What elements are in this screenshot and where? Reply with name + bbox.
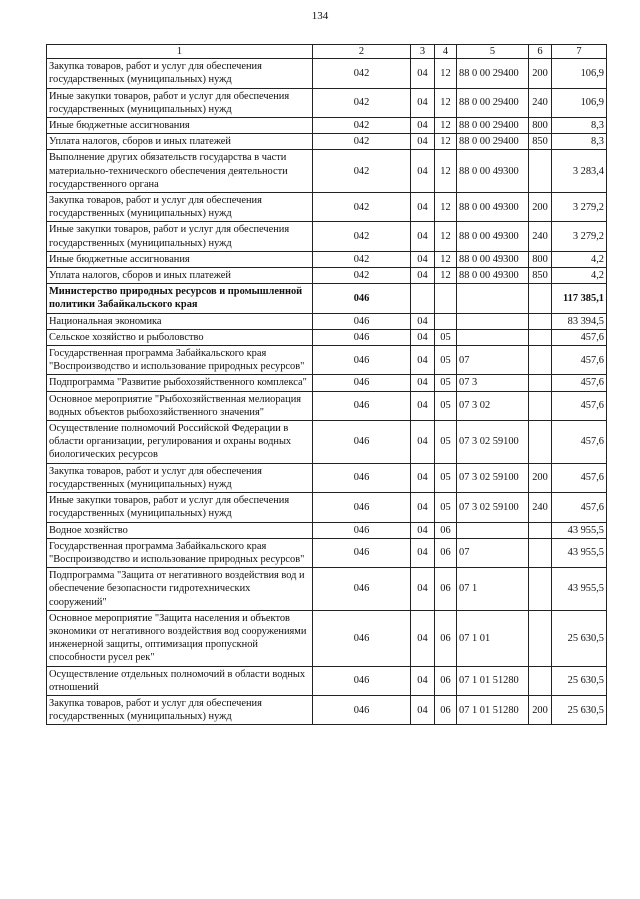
row-amount: 3 283,4 (552, 150, 607, 193)
row-name: Подпрограмма "Защита от негативного воздействия вод и обеспечение безопасности гидротехнических сооружений" (47, 568, 313, 611)
row-subsection-code: 06 (435, 568, 457, 611)
column-header-name: 1 (47, 45, 313, 59)
row-subsection-code: 12 (435, 150, 457, 193)
row-section-code: 04 (411, 59, 435, 88)
table-row (47, 284, 607, 313)
row-expense-type: 240 (529, 493, 552, 522)
row-section-code: 04 (411, 493, 435, 522)
row-amount: 4,2 (552, 268, 607, 284)
row-section-code: 04 (411, 391, 435, 420)
row-amount: 457,6 (552, 421, 607, 464)
row-section-code: 04 (411, 695, 435, 724)
row-amount: 106,9 (552, 59, 607, 88)
row-ved-code: 046 (313, 666, 411, 695)
row-subsection-code: 05 (435, 375, 457, 391)
table-row (47, 391, 607, 420)
row-subsection-code: 12 (435, 222, 457, 251)
row-expense-type (529, 284, 552, 313)
row-name: Осуществление отдельных полномочий в области водных отношений (47, 666, 313, 695)
column-header-pr: 4 (435, 45, 457, 59)
row-target-article: 07 1 01 51280 (457, 666, 529, 695)
row-expense-type: 800 (529, 118, 552, 134)
row-name: Государственная программа Забайкальского края "Воспроизводство и использование природных ресурсов" (47, 538, 313, 567)
table-row (47, 346, 607, 375)
table-row (47, 522, 607, 538)
row-name: Иные закупки товаров, работ и услуг для обеспечения государственных (муниципальных) нужд (47, 222, 313, 251)
row-expense-type: 850 (529, 268, 552, 284)
row-expense-type: 200 (529, 193, 552, 222)
table-row (47, 150, 607, 193)
row-ved-code: 042 (313, 150, 411, 193)
row-amount: 457,6 (552, 463, 607, 492)
row-section-code: 04 (411, 346, 435, 375)
row-amount: 43 955,5 (552, 568, 607, 611)
row-expense-type (529, 421, 552, 464)
table-row (47, 118, 607, 134)
row-name: Выполнение других обязательств государства в части материально-технического обеспечения деятельности государственного органа (47, 150, 313, 193)
row-section-code: 04 (411, 268, 435, 284)
page-number: 134 (311, 10, 329, 22)
row-amount: 8,3 (552, 134, 607, 150)
row-target-article: 07 3 02 59100 (457, 493, 529, 522)
row-name: Национальная экономика (47, 313, 313, 329)
row-amount: 8,3 (552, 118, 607, 134)
row-section-code: 04 (411, 118, 435, 134)
table-body (47, 59, 607, 725)
row-ved-code: 046 (313, 391, 411, 420)
row-subsection-code: 05 (435, 421, 457, 464)
row-section-code: 04 (411, 134, 435, 150)
row-name: Государственная программа Забайкальского края "Воспроизводство и использование природных ресурсов" (47, 346, 313, 375)
row-name: Уплата налогов, сборов и иных платежей (47, 268, 313, 284)
row-target-article: 88 0 00 29400 (457, 59, 529, 88)
row-target-article (457, 313, 529, 329)
row-section-code: 04 (411, 88, 435, 117)
row-subsection-code: 05 (435, 329, 457, 345)
row-ved-code: 046 (313, 329, 411, 345)
row-subsection-code: 12 (435, 251, 457, 267)
row-section-code: 04 (411, 329, 435, 345)
row-target-article (457, 522, 529, 538)
row-subsection-code: 12 (435, 134, 457, 150)
row-section-code: 04 (411, 313, 435, 329)
row-subsection-code: 12 (435, 268, 457, 284)
row-ved-code: 042 (313, 193, 411, 222)
row-subsection-code: 12 (435, 193, 457, 222)
row-subsection-code: 05 (435, 346, 457, 375)
row-expense-type: 200 (529, 695, 552, 724)
row-ved-code: 046 (313, 375, 411, 391)
row-amount: 3 279,2 (552, 222, 607, 251)
table-row (47, 193, 607, 222)
row-amount: 457,6 (552, 375, 607, 391)
row-expense-type (529, 329, 552, 345)
table-row (47, 313, 607, 329)
row-amount: 106,9 (552, 88, 607, 117)
row-expense-type: 800 (529, 251, 552, 267)
row-ved-code: 042 (313, 59, 411, 88)
table-row (47, 695, 607, 724)
row-subsection-code: 06 (435, 666, 457, 695)
row-ved-code: 046 (313, 421, 411, 464)
table-row (47, 268, 607, 284)
row-ved-code: 042 (313, 268, 411, 284)
row-amount: 83 394,5 (552, 313, 607, 329)
row-name: Подпрограмма "Развитие рыбохозяйственного комплекса" (47, 375, 313, 391)
row-ved-code: 046 (313, 284, 411, 313)
row-ved-code: 042 (313, 88, 411, 117)
row-subsection-code: 06 (435, 695, 457, 724)
row-subsection-code: 12 (435, 59, 457, 88)
row-section-code: 04 (411, 538, 435, 567)
row-expense-type (529, 313, 552, 329)
budget-table (46, 44, 607, 725)
table-row (47, 493, 607, 522)
row-section-code: 04 (411, 222, 435, 251)
row-ved-code: 046 (313, 695, 411, 724)
table-row (47, 666, 607, 695)
row-target-article: 07 1 01 51280 (457, 695, 529, 724)
row-ved-code: 046 (313, 346, 411, 375)
row-expense-type (529, 375, 552, 391)
column-header-vr: 6 (529, 45, 552, 59)
row-subsection-code: 06 (435, 522, 457, 538)
row-section-code: 04 (411, 251, 435, 267)
row-name: Закупка товаров, работ и услуг для обеспечения государственных (муниципальных) нужд (47, 59, 313, 88)
row-subsection-code: 05 (435, 493, 457, 522)
row-target-article: 07 3 02 59100 (457, 421, 529, 464)
row-name: Иные закупки товаров, работ и услуг для обеспечения государственных (муниципальных) нужд (47, 493, 313, 522)
table-row (47, 329, 607, 345)
table-row (47, 59, 607, 88)
row-expense-type (529, 522, 552, 538)
row-ved-code: 046 (313, 493, 411, 522)
table-row (47, 222, 607, 251)
column-header-sum: 7 (552, 45, 607, 59)
row-subsection-code: 05 (435, 391, 457, 420)
row-section-code: 04 (411, 522, 435, 538)
row-subsection-code (435, 284, 457, 313)
row-target-article: 88 0 00 49300 (457, 222, 529, 251)
table-row (47, 610, 607, 666)
row-expense-type (529, 391, 552, 420)
row-section-code: 04 (411, 568, 435, 611)
row-ved-code: 046 (313, 610, 411, 666)
table-row (47, 421, 607, 464)
row-expense-type: 850 (529, 134, 552, 150)
row-target-article: 88 0 00 29400 (457, 134, 529, 150)
row-expense-type: 240 (529, 222, 552, 251)
row-amount: 25 630,5 (552, 695, 607, 724)
row-target-article: 07 1 (457, 568, 529, 611)
row-expense-type: 200 (529, 463, 552, 492)
row-target-article: 07 3 02 59100 (457, 463, 529, 492)
row-name: Закупка товаров, работ и услуг для обеспечения государственных (муниципальных) нужд (47, 695, 313, 724)
row-expense-type (529, 346, 552, 375)
row-ved-code: 046 (313, 538, 411, 567)
row-section-code: 04 (411, 666, 435, 695)
row-ved-code: 046 (313, 463, 411, 492)
row-target-article: 88 0 00 49300 (457, 268, 529, 284)
row-target-article: 07 (457, 346, 529, 375)
row-section-code: 04 (411, 375, 435, 391)
row-target-article (457, 284, 529, 313)
table-row (47, 538, 607, 567)
row-section-code: 04 (411, 193, 435, 222)
row-ved-code: 042 (313, 118, 411, 134)
table-row (47, 251, 607, 267)
row-target-article: 88 0 00 29400 (457, 88, 529, 117)
row-target-article: 88 0 00 49300 (457, 193, 529, 222)
row-target-article (457, 329, 529, 345)
row-name: Закупка товаров, работ и услуг для обеспечения государственных (муниципальных) нужд (47, 193, 313, 222)
row-target-article: 07 3 02 (457, 391, 529, 420)
row-section-code (411, 284, 435, 313)
row-name: Сельское хозяйство и рыболовство (47, 329, 313, 345)
row-name: Осуществление полномочий Российской Федерации в области организации, регулирования и охраны водных биологических ресурсов (47, 421, 313, 464)
row-section-code: 04 (411, 421, 435, 464)
row-amount: 457,6 (552, 493, 607, 522)
row-name: Водное хозяйство (47, 522, 313, 538)
row-subsection-code: 06 (435, 610, 457, 666)
row-expense-type (529, 666, 552, 695)
row-name: Основное мероприятие "Рыбохозяйственная мелиорация водных объектов рыбохозяйственного значения" (47, 391, 313, 420)
column-header-rz: 3 (411, 45, 435, 59)
row-amount: 43 955,5 (552, 522, 607, 538)
row-amount: 117 385,1 (552, 284, 607, 313)
row-subsection-code: 12 (435, 88, 457, 117)
table-row (47, 134, 607, 150)
row-name: Иные закупки товаров, работ и услуг для обеспечения государственных (муниципальных) нужд (47, 88, 313, 117)
column-header-ved: 2 (313, 45, 411, 59)
row-amount: 3 279,2 (552, 193, 607, 222)
row-expense-type: 240 (529, 88, 552, 117)
header-row (47, 45, 607, 59)
table-row (47, 88, 607, 117)
row-name: Иные бюджетные ассигнования (47, 251, 313, 267)
row-amount: 457,6 (552, 391, 607, 420)
row-ved-code: 042 (313, 222, 411, 251)
row-target-article: 07 (457, 538, 529, 567)
row-amount: 457,6 (552, 329, 607, 345)
row-name: Закупка товаров, работ и услуг для обеспечения государственных (муниципальных) нужд (47, 463, 313, 492)
row-name: Иные бюджетные ассигнования (47, 118, 313, 134)
row-ved-code: 046 (313, 522, 411, 538)
column-header-csr: 5 (457, 45, 529, 59)
row-target-article: 07 3 (457, 375, 529, 391)
row-section-code: 04 (411, 463, 435, 492)
row-amount: 43 955,5 (552, 538, 607, 567)
row-expense-type (529, 150, 552, 193)
row-amount: 25 630,5 (552, 666, 607, 695)
row-ved-code: 046 (313, 313, 411, 329)
table-row (47, 568, 607, 611)
row-target-article: 88 0 00 49300 (457, 150, 529, 193)
table-row (47, 375, 607, 391)
row-expense-type: 200 (529, 59, 552, 88)
row-expense-type (529, 538, 552, 567)
row-ved-code: 042 (313, 251, 411, 267)
row-expense-type (529, 610, 552, 666)
row-amount: 4,2 (552, 251, 607, 267)
row-subsection-code: 06 (435, 538, 457, 567)
row-name: Основное мероприятие "Защита населения и объектов экономики от негативного воздействия вод сооружениями инженерной защиты, оптимизация пропускной способности русел рек" (47, 610, 313, 666)
row-name: Министерство природных ресурсов и промышленной политики Забайкальского края (47, 284, 313, 313)
row-subsection-code: 12 (435, 118, 457, 134)
row-subsection-code: 05 (435, 463, 457, 492)
row-section-code: 04 (411, 150, 435, 193)
row-target-article: 88 0 00 49300 (457, 251, 529, 267)
row-ved-code: 042 (313, 134, 411, 150)
row-ved-code: 046 (313, 568, 411, 611)
row-target-article: 88 0 00 29400 (457, 118, 529, 134)
row-section-code: 04 (411, 610, 435, 666)
table-row (47, 463, 607, 492)
row-expense-type (529, 568, 552, 611)
row-amount: 25 630,5 (552, 610, 607, 666)
row-amount: 457,6 (552, 346, 607, 375)
row-subsection-code (435, 313, 457, 329)
row-target-article: 07 1 01 (457, 610, 529, 666)
row-name: Уплата налогов, сборов и иных платежей (47, 134, 313, 150)
